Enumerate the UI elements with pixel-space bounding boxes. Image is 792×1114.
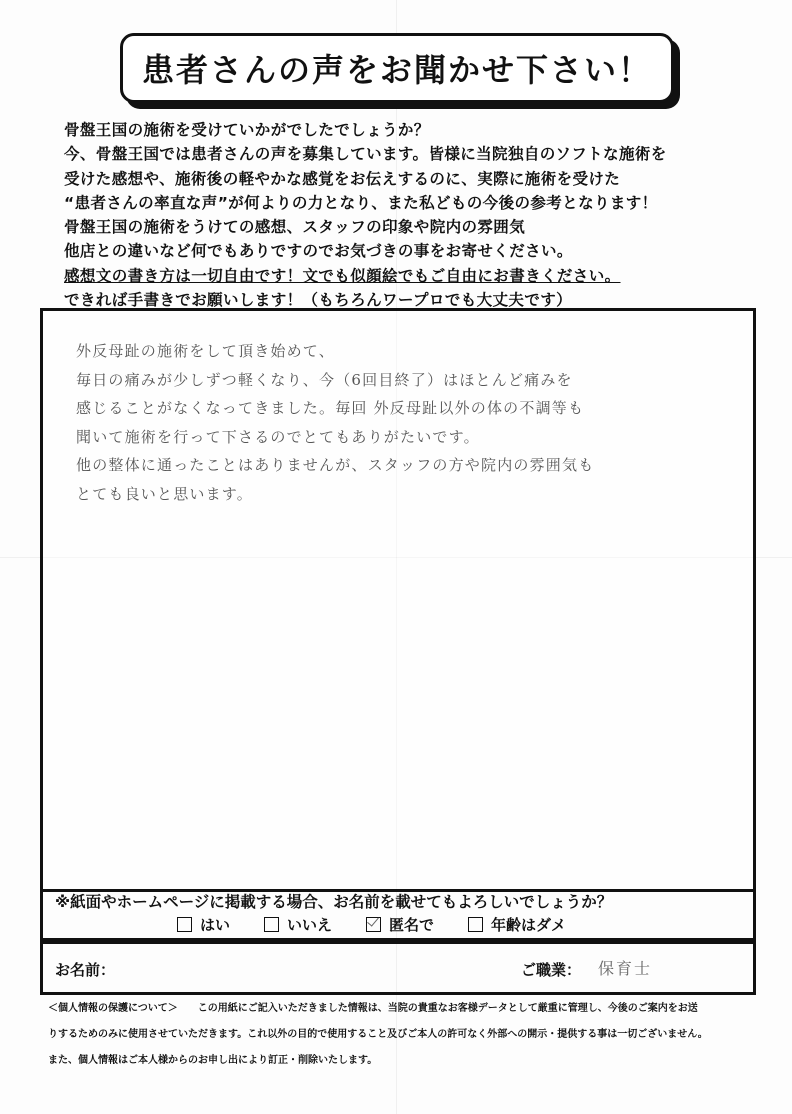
handwritten-comment [76,337,716,508]
permission-options [177,914,566,935]
intro-line: 骨盤王国の施術を受けていかがでしたでしょうか？ [64,121,430,139]
intro-line: 受けた感想や、施術後の軽やかな感覚をお伝えするのに、実際に施術を受けた [64,169,621,188]
intro-line: 他店との違いなど何でもありですのでお気づきの事をお寄せください。 [64,242,573,261]
job-value[interactable]: 保育士 [598,959,653,978]
checkbox-icon[interactable] [468,917,483,932]
intro-line: 骨盤王国の施術をうけての感想、スタッフの印象や院内の雰囲気 [64,218,526,237]
intro-line: できれば手書きでお願いします！（もちろんワープロでも大丈夫です） [64,291,573,310]
permission-section [40,886,756,941]
option-no-age[interactable] [468,914,566,935]
handwritten-line: 他の整体に通ったことはありませんが、スタッフの方や院内の雰囲気も [76,456,595,474]
handwritten-line: 聞いて施術を行って下さるのでとてもありがたいです。 [76,427,480,446]
option-no[interactable] [264,914,332,935]
page-title: 患者さんの声をお聞かせ下さい！ [141,51,652,89]
option-label: はい [200,916,231,934]
handwritten-line: 外反母趾の施術をして頂き始めて、 [76,342,335,360]
permission-question: ※紙面やホームページに掲載する場合、お名前を載せてもよろしいでしょうか？ [55,893,613,911]
intro-line: “患者さんの率直な声”が何よりの力となり、また私どもの今後の参考となります！ [64,193,658,212]
checkbox-icon[interactable] [177,917,192,932]
privacy-line: りするためのみに使用させていただきます。これ以外の目的で使用すること及びご本人の許可なく外部への開示・提供する事は一切ございません。 [48,1029,708,1040]
intro-text [64,118,754,312]
option-label: 匿名で [389,916,435,934]
option-label: いいえ [287,916,333,934]
name-label: お名前： [55,961,116,979]
intro-line: 今、骨盤王国では患者さんの声を募集しています。皆様に当院独自のソフトな施術を [64,145,667,164]
handwritten-line: 感じることがなくなってきました。毎回 外反母趾以外の体の不調等も [76,399,585,417]
handwritten-line: 毎日の痛みが少しずつ軽くなり、今（6回目終了）はほとんど痛みを [76,370,573,389]
option-anonymous[interactable] [366,914,434,935]
intro-line-underlined: 感想文の書き方は一切自由です！文でも似顔絵でもご自由にお書きください。 [64,266,621,285]
name-job-row [40,941,756,995]
privacy-notice [48,996,748,1074]
privacy-line: また、個人情報はご本人様からのお申し出により訂正・削除いたします。 [48,1055,378,1066]
handwritten-line: とても良いと思います。 [76,484,254,503]
option-yes[interactable] [177,914,230,935]
checkbox-icon[interactable] [264,917,279,932]
option-label: 年齢はダメ [491,916,567,934]
job-label: ご職業： [521,961,582,979]
checked-checkbox-icon[interactable] [366,917,381,932]
privacy-line: ＜個人情報の保護について＞ この用紙にご記入いただきました情報は、当院の貴重なお客様データとして厳重に管理し、今後のご案内をお送 [48,1003,698,1014]
title-banner [120,33,674,103]
